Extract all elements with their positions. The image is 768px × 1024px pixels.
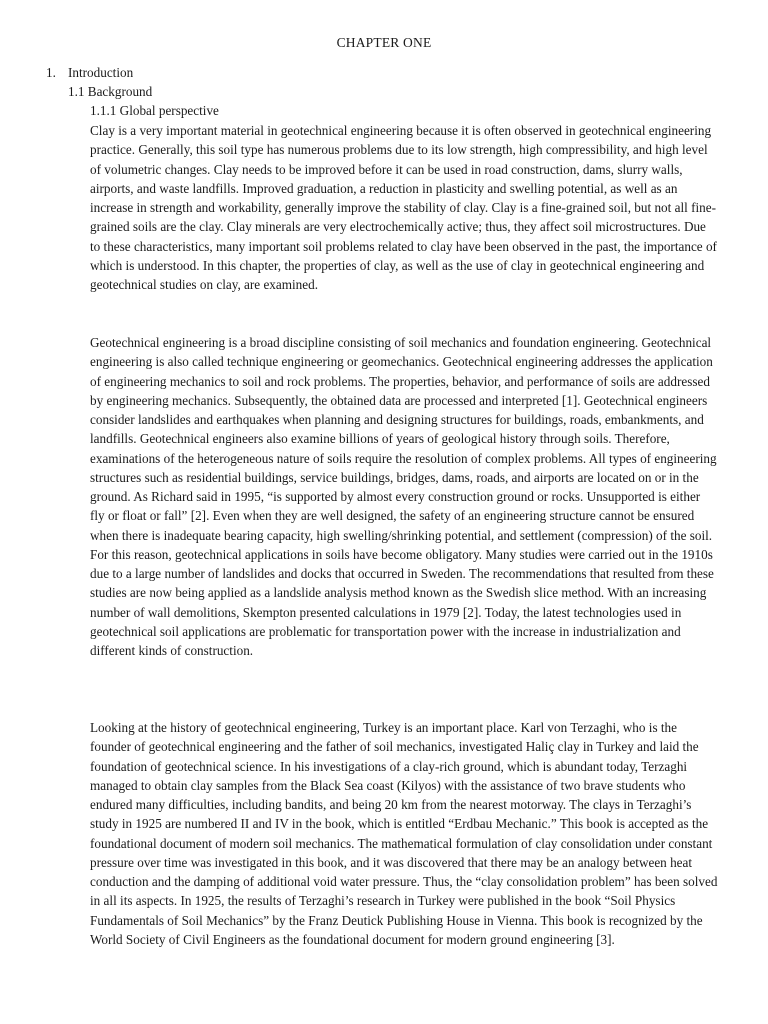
body-paragraph: Geotechnical engineering is a broad discipline consisting of soil mechanics and foundation engineering. Geotechnical engineering is also called technique engineering or geomechanics. Geotechnical engineering addresses the application of engineering mechanics to soil and rock problems. The properties, behavior, and performance of soils are addressed by engineering mechanics. Subsequently, the obtained data are processed and interpreted [1]. Geotechnical engineers consider landslides and earthquakes when planning and designing structures for buildings, roads, embankments, and landfills. Geotechnical engineers also examine billions of years of geological history through soils. Therefore, examinations of the heterogeneous nature of soils require the resolution of complex problems. All types of engineering structures such as residential buildings, service buildings, bridges, dams, roads, and airports are located on or in the ground. As Richard said in 1995, “is supported by almost every construction ground or rocks. Unsupported is either fly or float or fall” [2]. Even when they are well designed, the safety of an engineering structure cannot be ensured when there is inadequate bearing capacity, high swelling/shrinking potential, and settlement (compression) of the soil. For this reason, geotechnical applications in soils have become obligatory. Many studies were carried out in the 1910s due to a large number of landslides and docks that occurred in Sweden. The recommendations that resulted from these studies are now being applied as a landslide analysis method known as the Swedish slice method. With an increasing number of wall demolitions, Skempton presented calculations in 1979 [2]. Today, the latest technologies used in geotechnical soil applications are problematic for transportation power with the increase in industrialization and different kinds of construction.: [90, 335, 717, 658]
subsection-heading: 1.1 Background: [68, 84, 153, 99]
section-title: Introduction: [68, 65, 134, 80]
body-paragraph: Looking at the history of geotechnical engineering, Turkey is an important place. Karl von Terzaghi, who is the founder of geotechnical engineering and the father of soil mechanics, investigated Haliç clay in Turkey and laid the foundation of geotechnical science. In his investigations of a clay-rich ground, which is abundant today, Terzaghi managed to obtain clay samples from the Black Sea coast (Kilyos) with the assistance of two brave students who endured many difficulties, including bandits, and being 20 km from the nearest motorway. The clays in Terzaghi’s study in 1925 are numbered II and IV in the book, which is entitled “Erdbau Mechanic.” This book is accepted as the foundational document of modern soil mechanics. The mathematical formulation of clay consolidation under constant pressure over time was investigated in this book, and it was discovered that there may be an analogy between heat conduction and the damping of additional void water pressure. Thus, the “clay consolidation problem” has been solved in all its aspects. In 1925, the results of Terzaghi’s research in Turkey were published in the book “Soil Physics Fundamentals of Soil Mechanics” by the Franz Deutick Publishing House in Vienna. This book is recognized by the World Society of Civil Engineers as the foundational document for modern ground engineering [3].: [90, 720, 718, 947]
subsubsection-heading: 1.1.1 Global perspective: [90, 103, 219, 118]
body-paragraph: Clay is a very important material in geotechnical engineering because it is often observed in geotechnical engineering practice. Generally, this soil type has numerous problems due to its low strength, high compressibility, and high level of volumetric changes. Clay needs to be improved before it can be used in road construction, dams, slurry walls, airports, and waste landfills. Improved graduation, a reduction in plasticity and swelling potential, as well as an increase in strength and workability, generally improve the stability of clay. Clay is a fine-grained soil, but not all fine-grained soils are the clay. Clay minerals are very electrochemically active; thus, they affect soil microstructures. Due to these characteristics, many important soil problems related to clay have been observed in the past, the importance of which is understood. In this chapter, the properties of clay, as well as the use of clay in geotechnical engineering and geotechnical studies on clay, are examined.: [90, 123, 717, 292]
section-number: 1.: [46, 65, 56, 80]
chapter-title: CHAPTER ONE: [336, 35, 432, 50]
section-heading: [46, 63, 133, 82]
